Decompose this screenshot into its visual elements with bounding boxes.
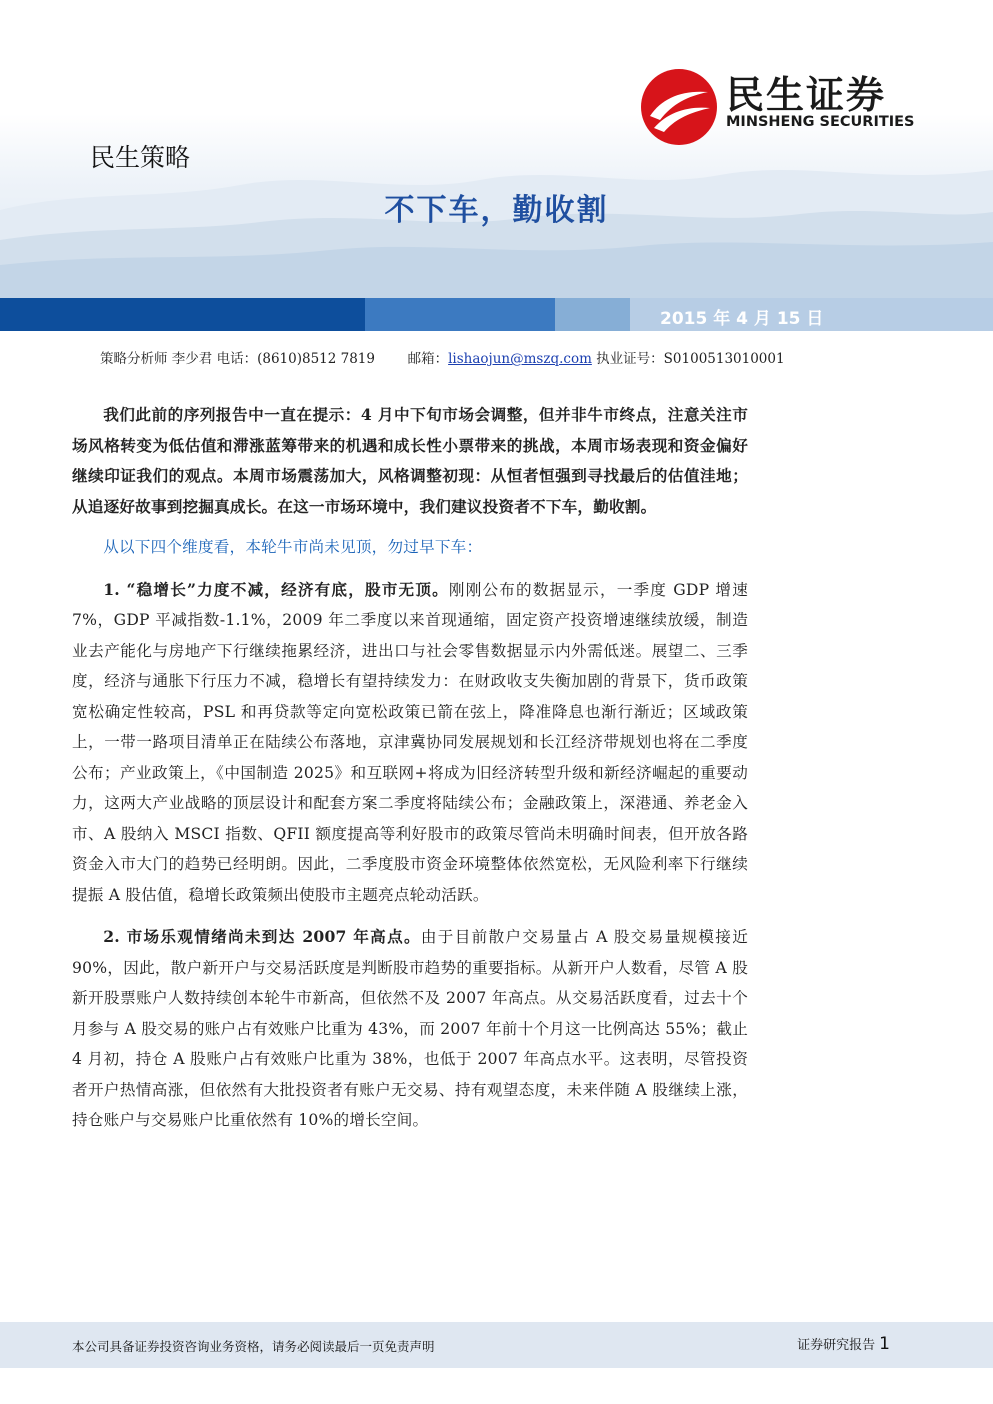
- page-footer: [0, 1322, 993, 1368]
- phone-label: 电话：: [216, 351, 258, 367]
- logo-name-cn: 民生证券: [726, 73, 887, 117]
- report-date: 2015 年 4 月 15 日: [660, 309, 824, 329]
- footer-disclaimer: 本公司具备证券投资咨询业务资格，请务必阅读最后一页免责声明: [72, 1339, 435, 1354]
- page-number: 1: [879, 1334, 890, 1354]
- section-paragraph-2: [72, 922, 748, 1136]
- report-title: 不下车，勤收割: [384, 193, 609, 228]
- header-color-band: [0, 298, 993, 331]
- analyst-phone: (8610)8512 7819: [257, 351, 375, 367]
- minsheng-logo-icon: [640, 68, 718, 146]
- footer-report-info: [797, 1334, 890, 1354]
- series-name: 民生策略: [90, 143, 191, 172]
- footer-report-type: 证券研究报告: [797, 1338, 876, 1353]
- section-text-2: 由于目前散户交易量占 A 股交易量规模接近 90%，因此，散户新开户与交易活跃度是判断股市趋势的重要指标。从新开户人数看，尽管 A 股新开股票账户人数持续创本轮牛市新高，但依然不及 2007 年高点。从交易活跃度看，过去十个月参与 A 股交易的账户占有效账户比重为 43%，而 2007 年前十个月这一比例高达 55%；截止 4 月初，持仓 A 股账户占有效账户比重为 38%，也低于 2007 年高点水平。这表明，尽管投资者开户热情高涨，但依然有大批投资者有账户无交易、持有观望态度，未来伴随 A 股继续上涨，持仓账户与交易账户比重依然有 10%的增长空间。: [72, 928, 748, 1129]
- section-text-1: 刚刚公布的数据显示，一季度 GDP 增速 7%，GDP 平减指数-1.1%，2009 年二季度以来首现通缩，固定资产投资增速继续放缓，制造业去产能化与房地产下行继续拖累经济，进出口与社会零售数据显示内外需低迷。展望二、三季度，经济与通胀下行压力不减，稳增长有望持续发力：在财政收支失衡加剧的背景下，货币政策宽松确定性较高，PSL 和再贷款等定向宽松政策已箭在弦上，降准降息也渐行渐近；区域政策上，一带一路项目清单正在陆续公布落地，京津冀协同发展规划和长江经济带规划也将在二季度公布；产业政策上，《中国制造 2025》和互联网+将成为旧经济转型升级和新经济崛起的重要动力，这两大产业战略的顶层设计和配套方案二季度将陆续公布；金融政策上，深港通、养老金入市、A 股纳入 MSCI 指数、QFII 额度提高等利好股市的政策尽管尚未明确时间表，但开放各路资金入市大门的趋势已经明朗。因此，二季度股市资金环境整体依然宽松，无风险利率下行继续提振 A 股估值，稳增长政策频出使股市主题亮点轮动活跃。: [72, 580, 749, 904]
- analyst-role-name: 策略分析师 李少君: [100, 351, 213, 367]
- section-paragraph-1: [72, 575, 748, 911]
- section-heading-1: 1. “稳增长”力度不减，经济有底，股市无顶。: [103, 579, 449, 599]
- report-body: [72, 400, 748, 1136]
- section-heading-2: 2. 市场乐观情绪尚未到达 2007 年高点。: [103, 927, 421, 946]
- email-label: 邮箱：: [407, 351, 449, 367]
- lead-paragraph: 我们此前的序列报告中一直在提示：4 月中下旬市场会调整，但并非牛市终点，注意关注市场风格转变为低估值和滞涨蓝筹带来的机遇和成长性小票带来的挑战，本周市场表现和资金偏好继续印证我们的观点。本周市场震荡加大，风格调整初现：从恒者恒强到寻找最后的估值洼地；从追逐好故事到挖掘真成长。在这一市场环境中，我们建议投资者不下车，勤收割。: [72, 405, 748, 516]
- analyst-email-link[interactable]: lishaojun@mszq.com: [448, 351, 592, 367]
- logo-name-en: MINSHENG SECURITIES: [726, 114, 915, 130]
- analyst-license: S0100513010001: [663, 351, 785, 367]
- license-label: 执业证号：: [596, 351, 664, 367]
- analyst-info: [100, 347, 785, 367]
- intro-paragraph: 从以下四个维度看，本轮牛市尚未见顶，勿过早下车：: [103, 538, 483, 556]
- company-logo: [640, 62, 940, 142]
